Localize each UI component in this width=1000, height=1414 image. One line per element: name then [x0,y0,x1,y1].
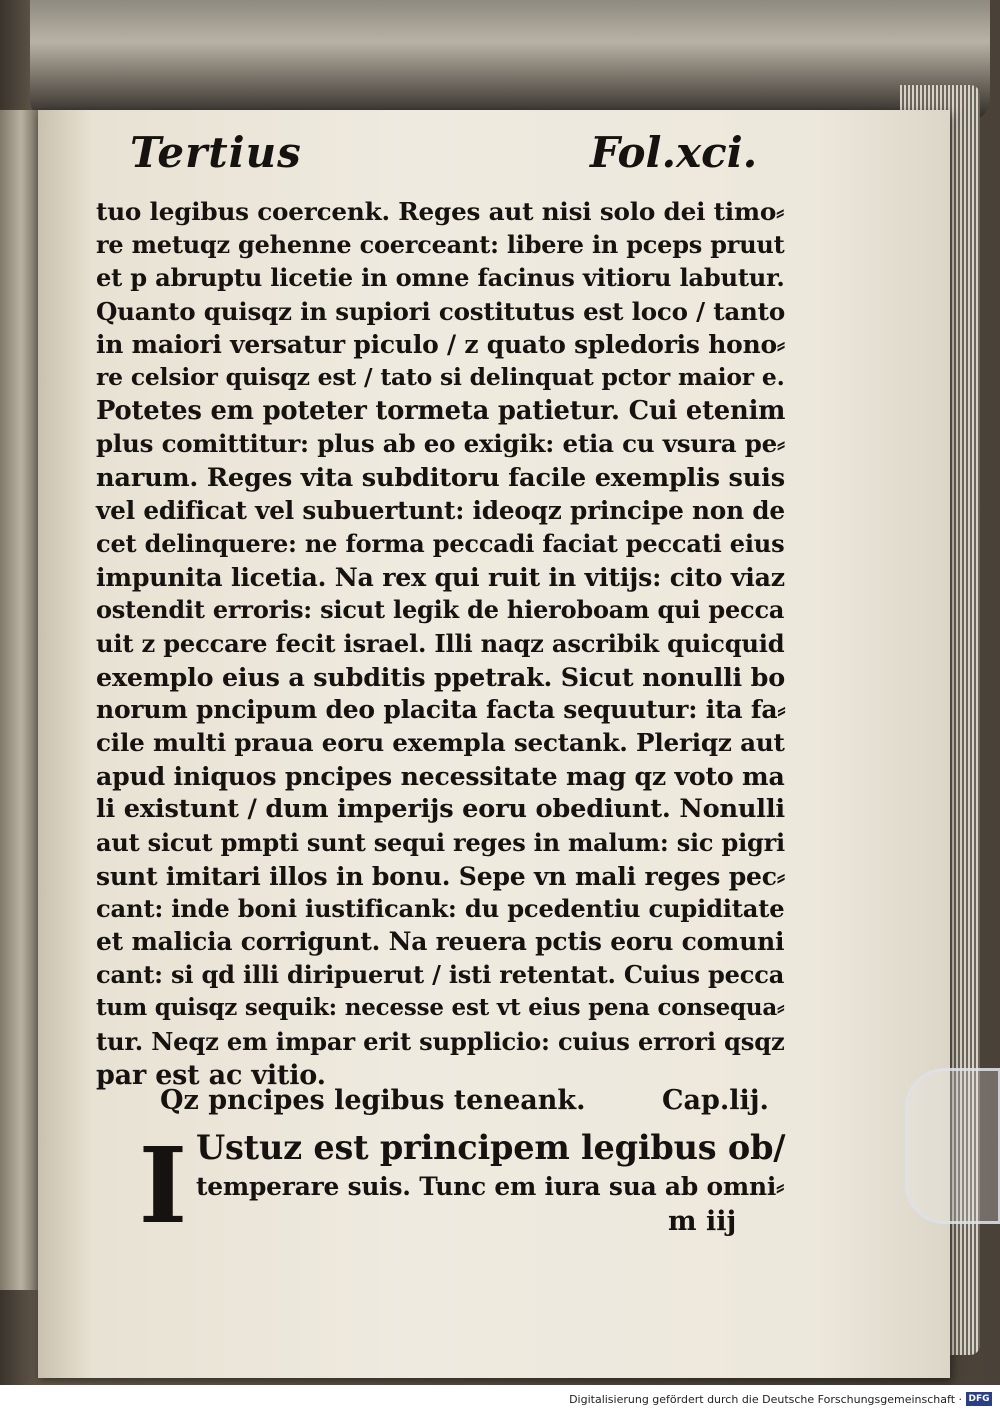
text-line: cile multi praua eoru exempla sectank. Pleriqz aut [96,728,785,758]
text-line: apud iniquos pncipes necessitate mag qz voto ma [96,761,785,792]
chapter-number: Cap.lij. [662,1085,769,1116]
book-top-edge [30,0,990,120]
text-line: plus comittitur: plus ab eo exigik: etia cu vsura pe⸗ [96,429,785,459]
text-line: et p abruptu licetie in omne facinus vitioru labutur. [96,263,785,293]
chapter-second-line: temperare suis. Tunc em iura sua ab omni⸗ [196,1172,785,1201]
decorated-initial: I [138,1124,188,1247]
text-line: in maiori versatur piculo / z quato spledoris hono⸗ [96,329,786,359]
text-line: narum. Reges vita subditoru facile exemplis suis [96,462,785,493]
footer-credit: Digitalisierung gefördert durch die Deutsche Forschungsgemeinschaft · [569,1393,962,1406]
signature-mark: m iij [668,1206,737,1237]
text-line: exemplo eius a subditis ppetrak. Sicut nonulli bo [96,661,785,692]
text-line: vel edificat vel subuertunt: ideoqz principe non de [96,495,785,525]
text-line: Potetes em poteter tormeta patietur. Cui etenim [96,396,786,427]
text-line: cant: si qd illi diripuerut / isti retentat. Cuius pecca [96,960,785,990]
chapter-first-line: Ustuz est principem legibus ob/ [196,1128,786,1167]
text-line: cant: inde boni iustificank: du pcedentiu cupiditate [96,894,785,924]
text-line: tuo legibus coercenk. Reges aut nisi solo dei timo⸗ [96,197,785,226]
text-line: uit z peccare fecit israel. Illi naqz ascribik quicquid [96,628,785,658]
text-line: Quanto quisqz in supiori costitutus est loco / tanto [96,296,785,326]
text-line: li existunt / dum imperijs eoru obediunt. Nonulli [96,794,785,825]
text-line: tum quisqz sequik: necesse est vt eius pena consequa⸗ [96,993,785,1021]
footer-bar [0,1385,1000,1414]
text-line: sunt imitari illos in bonu. Sepe vn mali reges pec⸗ [96,860,786,891]
text-line: aut sicut pmpti sunt sequi reges in malum: sic pigri [96,827,785,857]
running-head: Tertius [130,128,302,177]
text-line: par est ac vitio. [96,1060,326,1091]
text-line: ostendit erroris: sicut legik de hieroboam qui pecca [96,595,785,625]
dfg-logo-icon: DFG [966,1392,992,1406]
folio-number: Fol.xci. [590,128,758,177]
text-line: impunita licetia. Na rex qui ruit in vitijs: cito viaz [96,562,785,593]
text-line: re metuqz gehenne coerceant: libere in pceps pruut [96,230,785,260]
left-page-edge [0,110,42,1290]
text-line: norum pncipum deo placita facta sequutur: ita fa⸗ [96,694,786,724]
text-line: et malicia corrigunt. Na reuera pctis eoru comuni [96,927,785,957]
text-line: tur. Neqz em impar erit supplicio: cuius errori qsqz [96,1026,785,1056]
text-line: re celsior quisqz est / tato si delinquat pctor maior e. [96,362,785,391]
chapter-heading: Qz pncipes legibus teneank. [160,1085,586,1116]
page-clip [905,1068,1000,1224]
text-line: cet delinquere: ne forma peccadi faciat peccati eius [96,528,785,558]
